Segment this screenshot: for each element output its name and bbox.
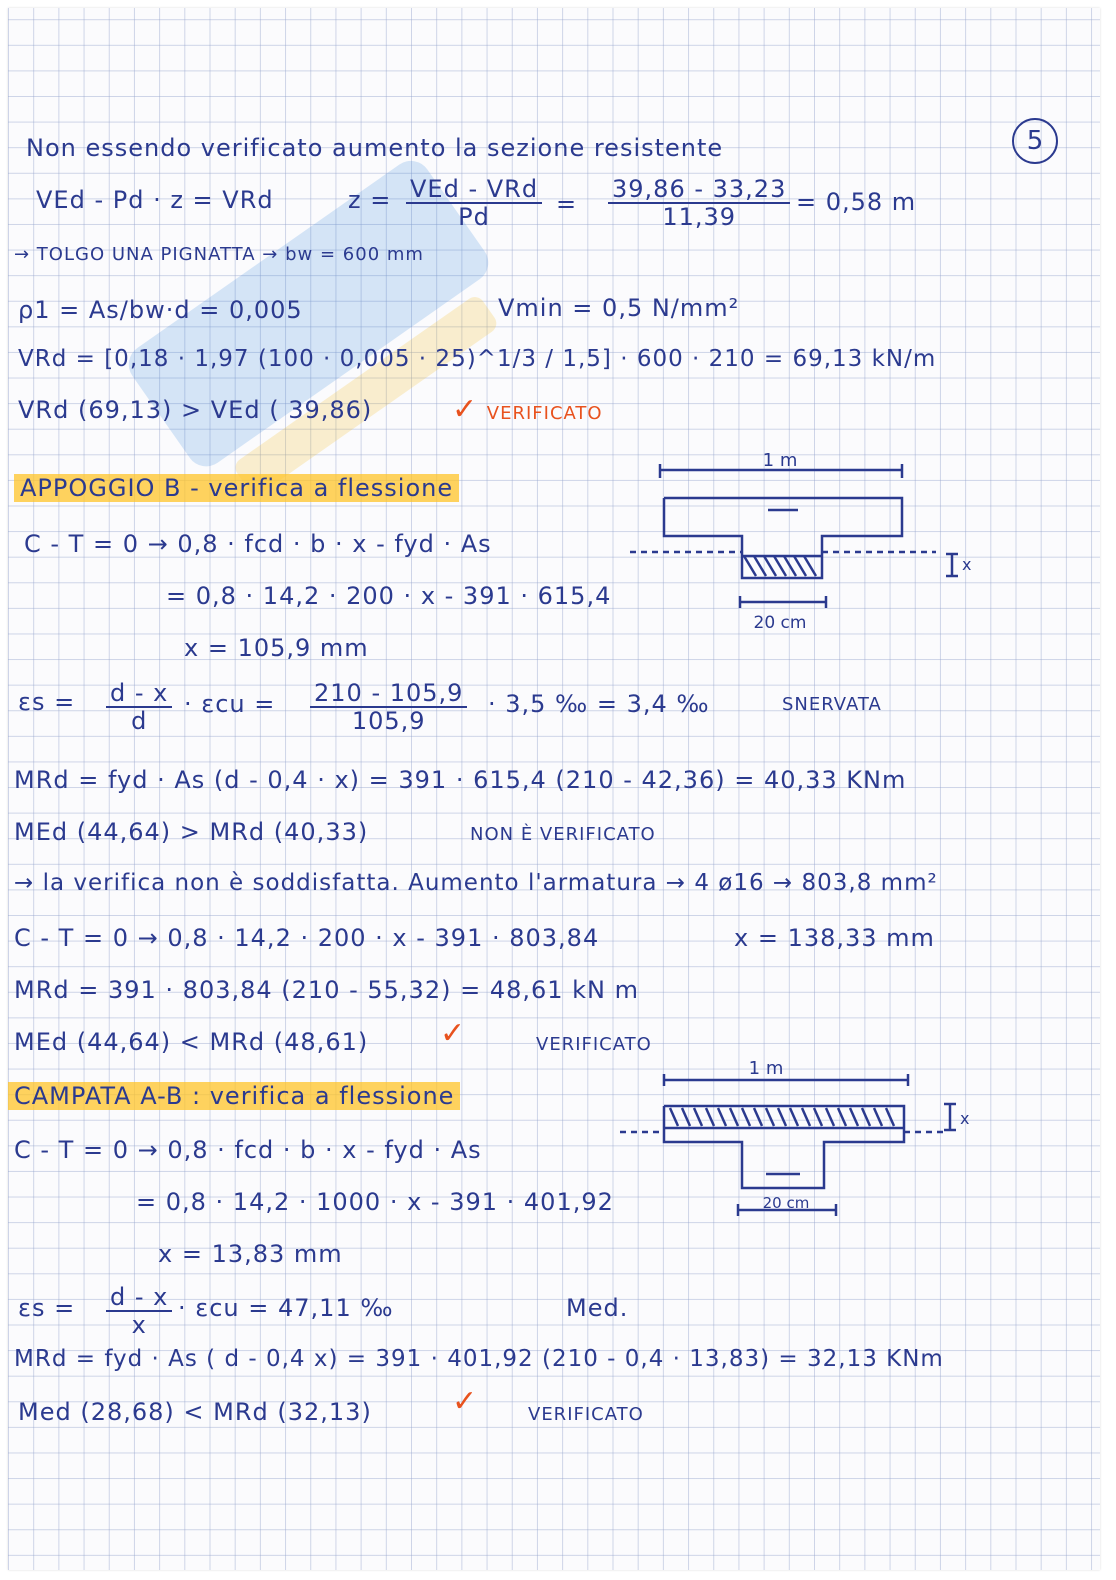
s2-mrd-formula: MRd = fyd · As ( d - 0,4 x) = 391 · 401,92 (210 - 0,4 · 13,83) = 32,13 KNm [14,1346,944,1372]
s1-check-mark-icon: ✓ [440,1016,467,1051]
s2-epsilon-fraction: $\frac{d - x}{x}$ [98,1284,180,1338]
section-appoggio-b-title: APPOGGIO B - verifica a flessione [14,474,459,502]
s2-equilibrium-values: = 0,8 · 14,2 · 1000 · x - 391 · 401,92 [136,1188,614,1216]
s2-equilibrium: C - T = 0 → 0,8 · fcd · b · x - fyd · As [14,1136,482,1164]
equals-sign: = [556,190,578,218]
s1-med-check: MEd (44,64) > MRd (40,33) [14,818,369,846]
z-label: z = [348,186,392,214]
s1-epsilon-label: εs = [18,688,76,716]
s1-x-value: x = 105,9 mm [184,634,369,662]
s2-med-check: Med (28,68) < MRd (32,13) [18,1398,372,1426]
s1-mrd-formula: MRd = fyd · As (d - 0,4 · x) = 391 · 615,4 (210 - 42,36) = 40,33 KNm [14,766,907,794]
z-value-numerator: 39,86 - 33,23 [608,176,790,204]
s1-epsilon-ecu: · εcu = [184,690,276,718]
vrd-formula: VRd = [0,18 · 1,97 (100 · 0,005 · 25)^1/3 / 1,5] · 600 · 210 = 69,13 kN/m [18,346,937,372]
z-denominator: Pd [458,203,490,231]
s1-not-verified-label: NON È VERIFICATO [470,824,656,845]
diagram2-bottom-label: 20 cm [762,1194,810,1212]
z-value-denominator: 11,39 [662,203,737,231]
s1-epsilon-values: $\frac{210 - 105,9}{105,9}$ [302,680,475,734]
diagram1-top-label: 1 m [762,450,798,471]
pignatta-note: → TOLGO UNA PIGNATTA → bw = 600 mm [14,244,424,265]
section-campata-ab-title: CAMPATA A-B : verifica a flessione [8,1082,460,1110]
s1-equilibrium-2: C - T = 0 → 0,8 · 14,2 · 200 · x - 391 · 803,84 [14,924,600,952]
s2-med-label: Med. [566,1294,629,1322]
s1-med-check-2: MEd (44,64) < MRd (48,61) [14,1028,369,1056]
page-number: 5 [1012,118,1058,164]
diagram1-bottom-label: 20 cm [753,613,807,633]
s1-epsilon-fraction: $\frac{d - x}{d}$ [98,680,180,734]
s1-epsilon-result: · 3,5 ‰ = 3,4 ‰ [488,690,710,718]
s1-equilibrium: C - T = 0 → 0,8 · fcd · b · x - fyd · As [24,530,492,558]
check-mark-icon: ✓ [452,392,479,427]
shear-equation: VEd - Pd · z = VRd [36,186,274,214]
s1-x-value-2: x = 138,33 mm [734,924,935,952]
s2-verified-label: VERIFICATO [528,1404,644,1425]
s2-check-mark-icon: ✓ [452,1384,479,1419]
s1-equilibrium-values: = 0,8 · 14,2 · 200 · x - 391 · 615,4 [166,582,612,610]
s2-epsilon-result: · εcu = 47,11 ‰ [178,1294,394,1322]
rho-line: ρ1 = As/bw·d = 0,005 [18,296,303,324]
z-numerator: VEd - VRd [406,176,542,204]
diagram2-x-label: x [960,1109,970,1128]
s2-x-value: x = 13,83 mm [158,1240,343,1268]
verified-label: VERIFICATO [486,403,603,424]
vmin-line: Vmin = 0,5 N/mm² [498,294,740,322]
s1-verified-label: VERIFICATO [536,1034,652,1055]
diagram-appoggio-section [630,450,990,640]
diagram2-top-label: 1 m [748,1058,784,1079]
z-value-fraction [600,176,798,230]
s1-reinforcement-note: → la verifica non è soddisfatta. Aumento l'armatura → 4 ø16 → 803,8 mm² [14,870,938,896]
diagram-campata-section [620,1058,990,1228]
s1-yielded-label: SNERVATA [782,694,882,715]
z-result: = 0,58 m [796,188,917,216]
vrd-check: VRd (69,13) > VEd ( 39,86) [18,396,373,424]
z-formula [398,176,550,230]
intro-line: Non essendo verificato aumento la sezione resistente [26,134,724,162]
s2-epsilon-label: εs = [18,1294,76,1322]
diagram1-x-label: x [962,555,972,574]
s1-mrd-2: MRd = 391 · 803,84 (210 - 55,32) = 48,61 kN m [14,976,640,1004]
